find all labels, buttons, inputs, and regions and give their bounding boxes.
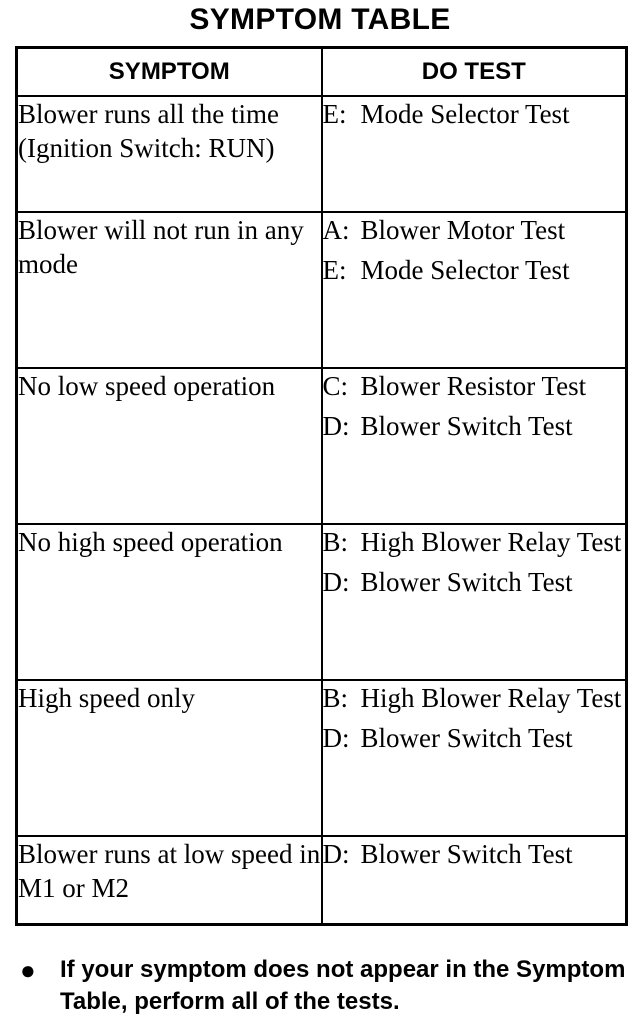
table-header-row	[17, 48, 627, 97]
table-row	[17, 680, 627, 836]
symptom-cell: Blower runs all the time (Ignition Switch: RUN)	[17, 96, 322, 212]
test-code: E:	[322, 99, 347, 129]
test-cell	[322, 836, 627, 925]
column-header-symptom: SYMPTOM	[17, 48, 322, 97]
test-entry	[323, 213, 626, 247]
test-cell	[322, 96, 627, 212]
symptom-cell: High speed only	[17, 680, 322, 836]
test-name: Blower Motor Test	[360, 215, 566, 245]
test-name: Mode Selector Test	[360, 99, 570, 129]
symptom-cell: No high speed operation	[17, 524, 322, 680]
test-entry	[323, 837, 626, 871]
test-cell	[322, 212, 627, 368]
footnote-text: If your symptom does not appear in the Symptom Table, perform all of the tests.	[60, 956, 626, 1015]
test-name: Blower Switch Test	[360, 567, 573, 597]
page-title: SYMPTOM TABLE	[189, 3, 451, 36]
column-header-do-test: DO TEST	[322, 48, 627, 97]
test-code: E:	[322, 255, 347, 285]
symptom-cell: Blower runs at low speed in M1 or M2	[17, 836, 322, 925]
test-name: Blower Switch Test	[360, 723, 573, 753]
test-entry	[323, 525, 626, 559]
test-cell	[322, 680, 627, 836]
test-code: B:	[322, 527, 349, 557]
test-entry	[323, 369, 626, 403]
test-code: B:	[322, 683, 349, 713]
table-row	[17, 524, 627, 680]
test-code: D:	[322, 411, 350, 441]
test-code: D:	[322, 567, 350, 597]
test-entry	[323, 253, 626, 287]
test-name: Blower Switch Test	[360, 411, 573, 441]
test-name: Mode Selector Test	[360, 255, 570, 285]
test-code: D:	[322, 723, 350, 753]
symptom-cell: No low speed operation	[17, 368, 322, 524]
test-code: D:	[322, 839, 350, 869]
symptom-table	[15, 46, 628, 926]
table-row	[17, 212, 627, 368]
symptom-cell: Blower will not run in any mode	[17, 212, 322, 368]
test-entry	[323, 681, 626, 715]
test-name: High Blower Relay Test	[360, 527, 622, 557]
bullet-icon: ●	[20, 955, 36, 985]
test-name: Blower Resistor Test	[360, 371, 587, 401]
test-name: Blower Switch Test	[360, 839, 573, 869]
test-code: A:	[322, 215, 350, 245]
test-code: C:	[322, 371, 349, 401]
test-entry	[323, 97, 626, 131]
table-row	[17, 96, 627, 212]
test-cell	[322, 368, 627, 524]
test-cell	[322, 524, 627, 680]
test-entry	[323, 721, 626, 755]
test-entry	[323, 409, 626, 443]
table-row	[17, 836, 627, 925]
table-row	[17, 368, 627, 524]
test-name: High Blower Relay Test	[360, 683, 622, 713]
test-entry	[323, 565, 626, 599]
footnote	[20, 954, 632, 1018]
